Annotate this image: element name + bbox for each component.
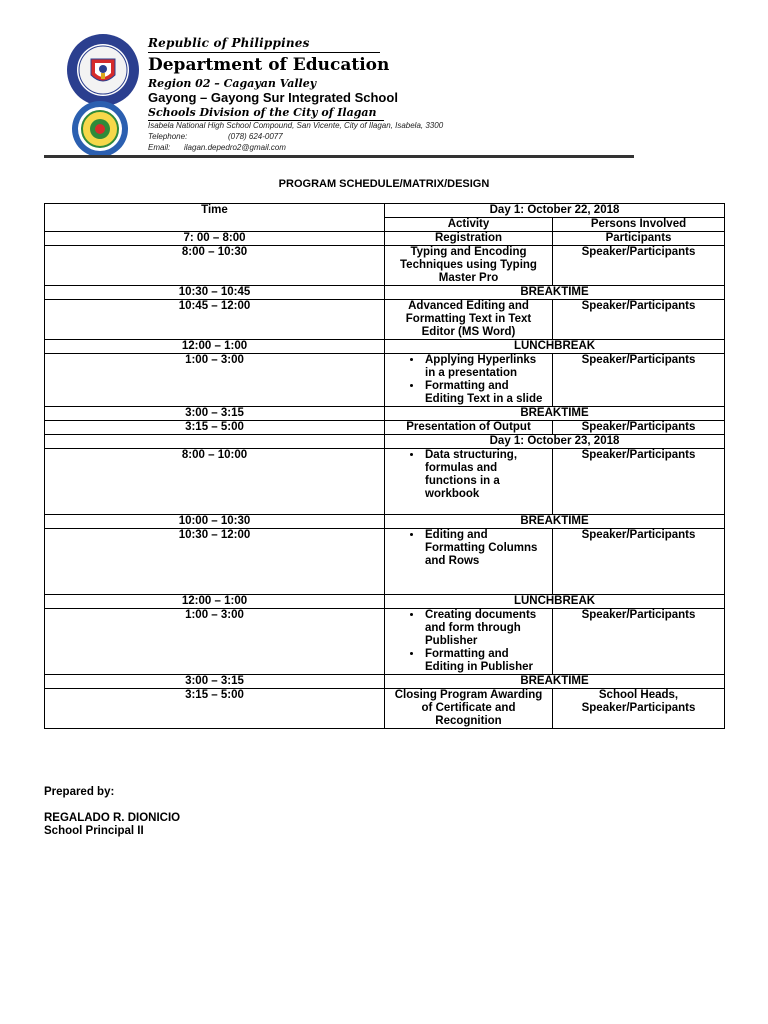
- table-row: [45, 529, 725, 595]
- table-row: [45, 246, 725, 286]
- persons-cell: Speaker/Participants: [553, 609, 725, 675]
- schedule-table: [44, 203, 725, 729]
- persons-cell: Speaker/Participants: [553, 246, 725, 286]
- activity-bullet: • Formatting and Editing in Publisher: [423, 648, 548, 674]
- activity-bullet: • Data structuring, formulas and functions in a workbook: [423, 449, 548, 501]
- time-cell: 3:00 – 3:15: [45, 407, 385, 421]
- deped-seal-logo: [66, 33, 140, 107]
- time-header: Time: [45, 204, 385, 232]
- activity-bullet: • Editing and Formatting Columns and Rows: [423, 529, 548, 568]
- day2-header-row: [45, 435, 725, 449]
- prepared-by-label: Prepared by:: [44, 786, 115, 798]
- break-cell: BREAKTIME: [385, 675, 725, 689]
- persons-cell: Speaker/Participants: [553, 300, 725, 340]
- time-cell: 10:30 – 12:00: [45, 529, 385, 595]
- activity-header: Activity: [385, 218, 553, 232]
- table-row: [45, 232, 725, 246]
- activity-bullet: • Formatting and Editing Text in a slide: [423, 380, 548, 406]
- table-row: [45, 407, 725, 421]
- email-address: ilagan.depedro2@gmail.com: [184, 143, 286, 152]
- activity-cell: [385, 529, 553, 595]
- department-heading: Department of Education: [148, 55, 390, 75]
- table-row: [45, 675, 725, 689]
- break-cell: BREAKTIME: [385, 407, 725, 421]
- republic-heading: Republic of Philippines: [148, 36, 310, 50]
- signer-position: School Principal II: [44, 825, 144, 837]
- table-row: [45, 421, 725, 435]
- region-heading: Region 02 – Cagayan Valley: [148, 77, 317, 90]
- time-cell: 7: 00 – 8:00: [45, 232, 385, 246]
- table-header-row: [45, 204, 725, 218]
- telephone-line: [148, 132, 283, 141]
- time-cell: 3:15 – 5:00: [45, 689, 385, 729]
- day2-header: Day 1: October 23, 2018: [385, 435, 725, 449]
- break-cell: LUNCHBREAK: [385, 340, 725, 354]
- time-cell: 12:00 – 1:00: [45, 340, 385, 354]
- telephone-label: Telephone:: [148, 132, 188, 141]
- persons-cell: Participants: [553, 232, 725, 246]
- activity-cell: [385, 354, 553, 407]
- school-address: Isabela National High School Compound, San Vicente, City of Ilagan, Isabela, 3300: [148, 121, 444, 130]
- break-cell: BREAKTIME: [385, 286, 725, 300]
- email-line: [148, 143, 286, 152]
- activity-cell: [385, 609, 553, 675]
- republic-rule: [148, 52, 380, 53]
- time-cell: 8:00 – 10:00: [45, 449, 385, 515]
- school-name: Gayong – Gayong Sur Integrated School: [148, 90, 398, 105]
- table-row: [45, 300, 725, 340]
- table-row: [45, 595, 725, 609]
- table-row: [45, 286, 725, 300]
- time-cell: 3:00 – 3:15: [45, 675, 385, 689]
- activity-cell: Typing and Encoding Techniques using Typing Master Pro: [385, 246, 553, 286]
- activity-bullet: • Creating documents and form through Publisher: [423, 609, 548, 648]
- time-cell: 10:00 – 10:30: [45, 515, 385, 529]
- persons-cell: Speaker/Participants: [553, 354, 725, 407]
- persons-cell: Speaker/Participants: [553, 421, 725, 435]
- table-row: [45, 449, 725, 515]
- division-heading: Schools Division of the City of Ilagan: [148, 106, 377, 119]
- time-cell: 1:00 – 3:00: [45, 354, 385, 407]
- persons-header: Persons Involved: [553, 218, 725, 232]
- table-row: [45, 609, 725, 675]
- table-row: [45, 689, 725, 729]
- persons-cell: Speaker/Participants: [553, 529, 725, 595]
- email-label: Email:: [148, 143, 171, 152]
- time-cell: 10:45 – 12:00: [45, 300, 385, 340]
- persons-cell: Speaker/Participants: [553, 449, 725, 515]
- table-row: [45, 354, 725, 407]
- activity-cell: Closing Program Awarding of Certificate and Recognition: [385, 689, 553, 729]
- time-cell: 8:00 – 10:30: [45, 246, 385, 286]
- activity-cell: [385, 449, 553, 515]
- table-row: [45, 515, 725, 529]
- day2-time-blank: [45, 435, 385, 449]
- activity-bullet: • Applying Hyperlinks in a presentation: [423, 354, 548, 380]
- activity-cell: Registration: [385, 232, 553, 246]
- time-cell: 3:15 – 5:00: [45, 421, 385, 435]
- signer-name: REGALADO R. DIONICIO: [44, 812, 181, 824]
- time-cell: 12:00 – 1:00: [45, 595, 385, 609]
- persons-cell: School Heads, Speaker/Participants: [553, 689, 725, 729]
- day1-header: Day 1: October 22, 2018: [385, 204, 725, 218]
- activity-cell: Presentation of Output: [385, 421, 553, 435]
- header-divider: [44, 155, 634, 158]
- time-cell: 10:30 – 10:45: [45, 286, 385, 300]
- telephone-number: (078) 624-0077: [228, 132, 283, 141]
- break-cell: BREAKTIME: [385, 515, 725, 529]
- time-cell: 1:00 – 3:00: [45, 609, 385, 675]
- activity-cell: Advanced Editing and Formatting Text in Text Editor (MS Word): [385, 300, 553, 340]
- table-row: [45, 340, 725, 354]
- break-cell: LUNCHBREAK: [385, 595, 725, 609]
- document-title: PROGRAM SCHEDULE/MATRIX/DESIGN: [278, 178, 490, 190]
- school-seal-logo: [71, 100, 129, 158]
